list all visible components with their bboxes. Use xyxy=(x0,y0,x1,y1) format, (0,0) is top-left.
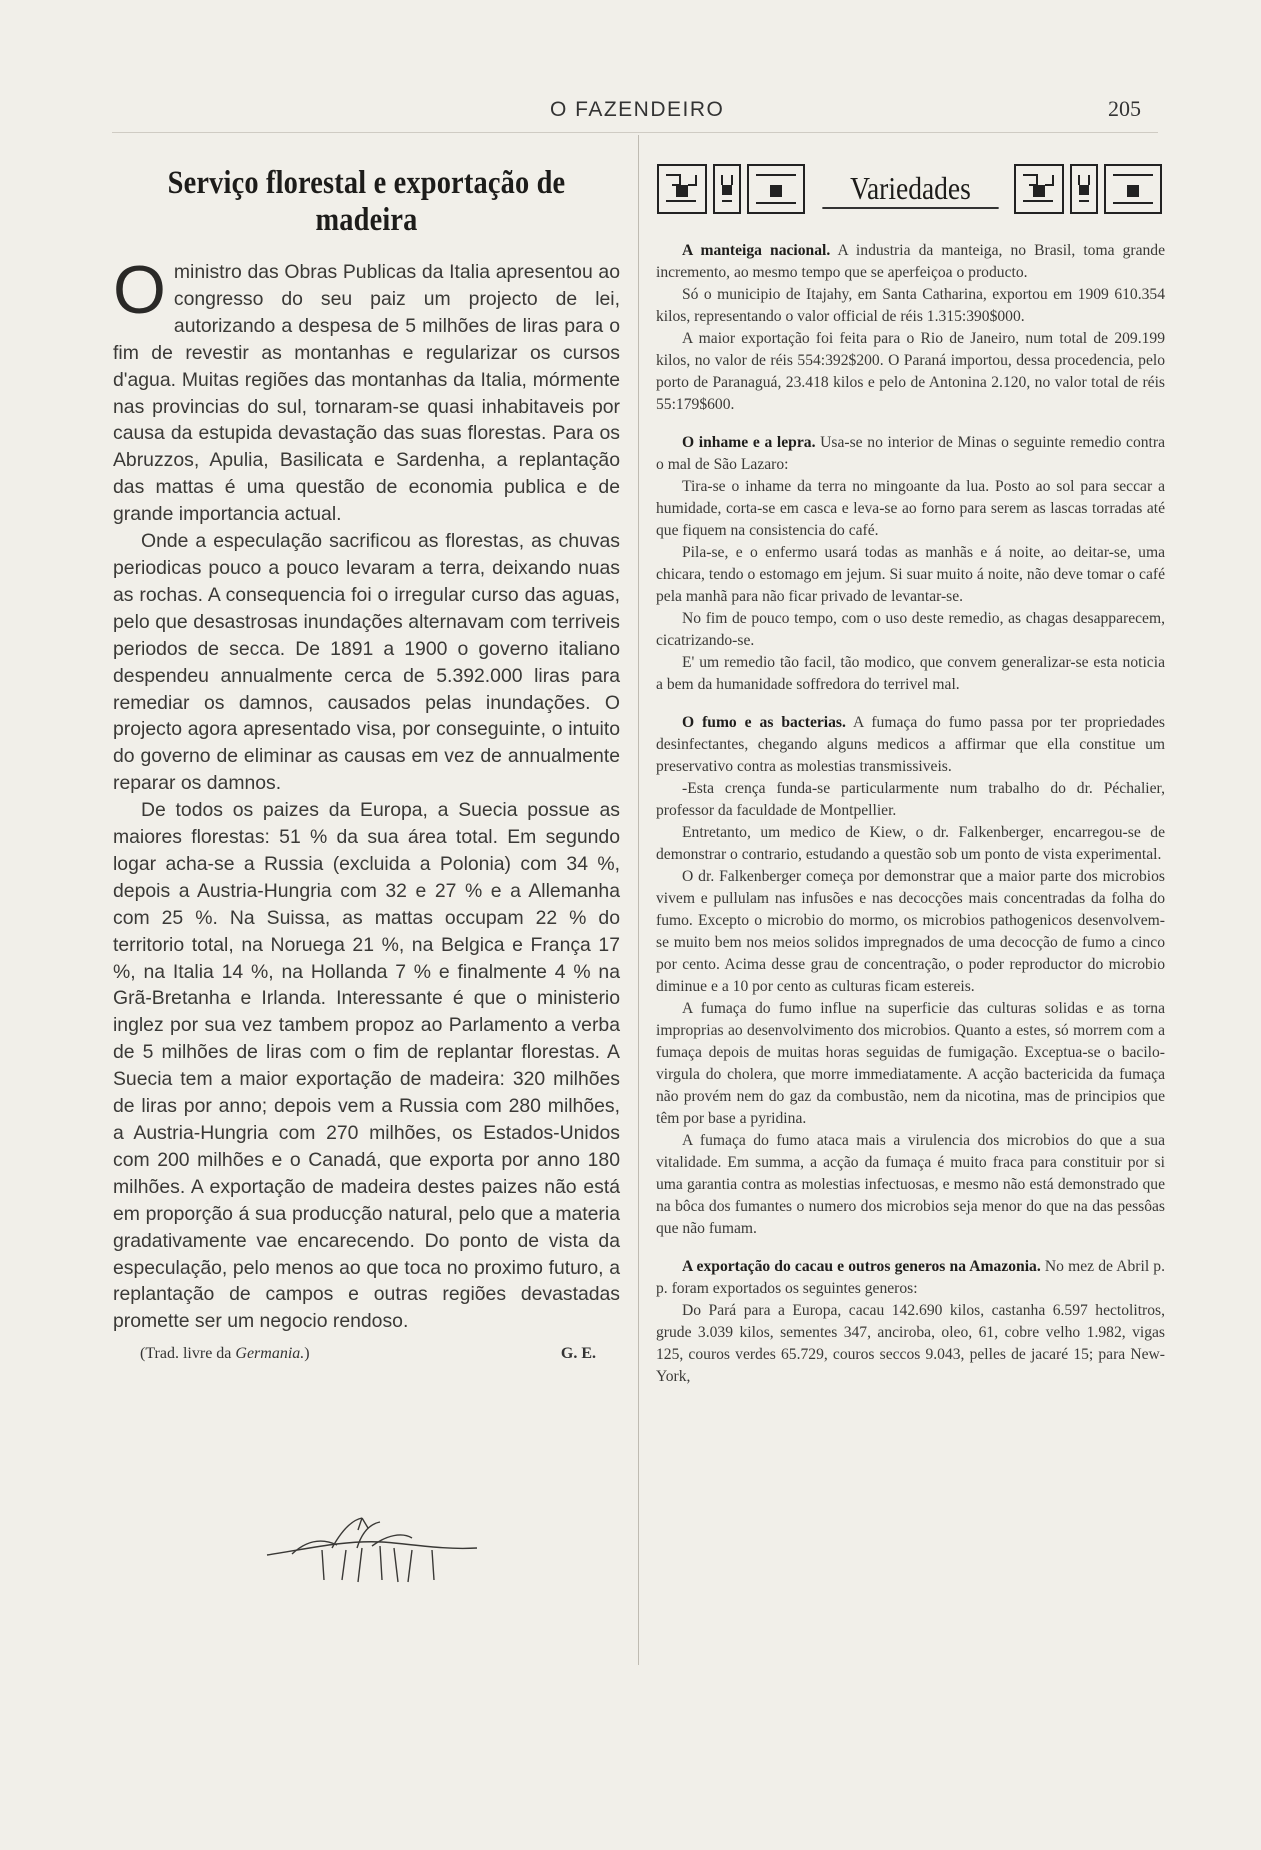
item-heading: A manteiga nacional. xyxy=(682,242,831,259)
item-heading: O inhame e a lepra. xyxy=(682,434,816,451)
item-paragraph: Só o municipio de Itajahy, em Santa Catharina, exportou em 1909 610.354 kilos, representando o valor official de réis 1.315:390$000. xyxy=(656,286,1165,325)
item-inhame xyxy=(656,432,1165,696)
item-paragraph: A fumaça do fumo influe na superficie das culturas solidas e as torna improprias ao desenvolvimento dos microbios. Quanto a estes, só morrem com a fumaça depois de muitas horas seguidas de fumigação. Exceptua-se o bacilo-virgula do cholera, que morre immediatamente. A acção bactericida da fumaça não provém nem do gaz da combustão, nem da nicotina, mas de principios que têm por base a pyridina. xyxy=(656,1000,1165,1127)
right-column xyxy=(656,158,1165,1388)
journal-title: O FAZENDEIRO xyxy=(550,98,725,121)
item-heading: A exportação do cacau e outros generos na Amazonia. xyxy=(682,1258,1041,1275)
item-paragraph: Tira-se o inhame da terra no mingoante da lua. Posto ao sol para seccar a humidade, corta-se em casca e leva-se ao forno para serem as lascas torradas até que fiquem na consistencia do café. xyxy=(656,478,1165,539)
article-paragraph: Oministro das Obras Publicas da Italia apresentou ao congresso do seu paiz um projecto de lei, autorizando a despesa de 5 milhões de liras para o fim de revestir as montanhas e regularizar os cursos d'agua. Muitas regiões das montanhas da Italia, mórmente nas provincias do sul, tornaram-se quasi inhabitaveis por causa da estupida devastação das suas florestas. Para os Abruzzos, Apulia, Basilicata e Sardenha, a replantação das mattas é uma questão de economia publica e de grande importancia actual. xyxy=(113,252,620,526)
item-paragraph: No fim de pouco tempo, com o uso deste remedio, as chagas desapparecem, cicatrizando-se. xyxy=(656,610,1165,649)
item-paragraph: O dr. Falkenberger começa por demonstrar que a maior parte dos microbios vivem e pullulam nas infusões e nas decocções mais concentradas da folha do fumo. Excepto o microbio do mormo, os microbios pathogenicos desenvolvem-se muito bem nos meios solidos impregnados de uma decocção de fumo a cinco por cento. Acima desse grau de concentração, o poder reproductor do microbio diminue e a 10 por cento as culturas ficam estereis. xyxy=(656,868,1165,995)
item-heading: O fumo e as bacterias. xyxy=(682,714,846,731)
header-rule xyxy=(112,132,1158,133)
page-number: 205 xyxy=(1108,96,1141,121)
item-paragraph: Do Pará para a Europa, cacau 142.690 kilos, castanha 6.597 hectolitros, grude 3.039 kilos, sementes 347, anciroba, oleo, 61, cobre velho 1.982, vigas 125, couros verdes 65.729, couros seccos 9.043, pelles de jacaré 15; para New-York, xyxy=(656,1302,1165,1385)
item-paragraph: -Esta crença funda-se particularmente num trabalho do dr. Péchalier, professor da faculdade de Montpellier. xyxy=(656,780,1165,819)
item-paragraph: Entretanto, um medico de Kiew, o dr. Falkenberger, encarregou-se de demonstrar o contrario, estudando a questão sob um ponto de vista experimental. xyxy=(656,824,1165,863)
botanical-vignette-icon xyxy=(262,1510,482,1590)
article-title: Serviço florestal e exportação de madeira xyxy=(167,165,566,238)
translation-credit: (Trad. livre da Germania.) xyxy=(140,1345,310,1363)
item-paragraph: E' um remedio tão facil, tão modico, que convem generalizar-se esta noticia a bem da humanidade soffredora do terrivel mal. xyxy=(656,654,1165,693)
article-paragraph: Onde a especulação sacrificou as florestas, as chuvas periodicas pouco a pouco levaram a terra, deixando nuas as rochas. A consequencia foi o irregular curso das aguas, pelo que desastrosas inundações alternavam com terriveis periodos de secca. De 1891 a 1900 o governo italiano despendeu annualmente cerca de 5.392.000 liras para remediar os damnos, causados pelas inundações. O projecto agora apresentado visa, por conseguinte, o intuito do governo de eliminar as causas em vez de annualmente reparar os damnos. xyxy=(113,530,620,795)
column-divider xyxy=(638,135,639,1665)
left-article xyxy=(113,165,620,1363)
greek-key-ornament-icon xyxy=(656,161,808,217)
item-cacau xyxy=(656,1256,1165,1388)
item-fumo xyxy=(656,712,1165,1240)
article-credit xyxy=(113,1345,620,1363)
article-paragraph: De todos os paizes da Europa, a Suecia possue as maiores florestas: 51 % da sua área total. Em segundo logar acha-se a Russia (excluida a Polonia) com 34 %, depois a Austria-Hungria com 32 e 27 % e a Allemanha com 25 %. Na Suissa, as mattas occupam 22 % do territorio total, na Noruega 21 %, na Belgica e França 17 %, na Italia 14 %, na Hollanda 7 % e finalmente 4 % na Grã-Bretanha e Irlanda. Interessante é que o ministerio inglez por sua vez tambem propoz ao Parlamento a verba de 5 milhões de liras com o fim de replantar florestas. A Suecia tem a maior exportação de madeira: 320 milhões de liras por anno; depois vem a Russia com 280 milhões, a Austria-Hungria com 270 milhões, os Estados-Unidos com 200 milhões e o Canadá, que exporta por anno 180 milhões. A exportação de madeira destes paizes não está em proporção á sua producção natural, pelo que a materia gradativamente vae encarecendo. Do ponto de vista da especulação, pelo menos ao que toca no proximo futuro, a replantação de campos e outras regiões devastadas promette ser um negocio rendoso. xyxy=(113,799,620,1333)
drop-cap: O xyxy=(113,252,166,328)
section-title: Variedades xyxy=(822,170,998,209)
item-paragraph: A fumaça do fumo ataca mais a virulencia dos microbios do que a sua vitalidade. Em summa, a acção da fumaça é muito fraca para constituir por si uma garantia contra as molestias infectuosas, e mesmo não está demonstrado que na bôca dos fumantes o numero dos microbios seja menor do que na das pessôas que não fumam. xyxy=(656,1132,1165,1237)
item-paragraph: O inhame e a lepra. Usa-se no interior de Minas o seguinte remedio contra o mal de São Lazaro: xyxy=(656,434,1166,473)
greek-key-ornament-icon xyxy=(1013,161,1165,217)
item-manteiga xyxy=(656,240,1165,416)
item-paragraph: O fumo e as bacterias. A fumaça do fumo passa por ter propriedades desinfectantes, chegando alguns medicos a affirmar que ella constitue um preservativo contra as molestias transmissiveis. xyxy=(656,714,1165,775)
item-paragraph: A maior exportação foi feita para o Rio de Janeiro, num total de 209.199 kilos, no valor de réis 554:392$200. O Paraná importou, dessa procedencia, pelo porto de Paranaguá, 23.418 kilos e pelo de Antonina 2.120, no valor total de réis 55:179$600. xyxy=(656,330,1165,413)
item-paragraph: Pila-se, e o enfermo usará todas as manhãs e á noite, ao deitar-se, uma chicara, tendo o estomago em jejum. Si suar muito á noite, não deve tomar o café pela manhã para não ficar privado de levantar-se. xyxy=(656,544,1165,605)
item-paragraph: A exportação do cacau e outros generos na Amazonia. No mez de Abril p. p. foram exportados os seguintes generos: xyxy=(656,1258,1165,1297)
author-signature: G. E. xyxy=(560,1345,596,1363)
item-paragraph: A manteiga nacional. A industria da manteiga, no Brasil, toma grande incremento, ao mesmo tempo que se aperfeiçoa o producto. xyxy=(656,242,1166,281)
variedades-banner xyxy=(656,158,1165,220)
